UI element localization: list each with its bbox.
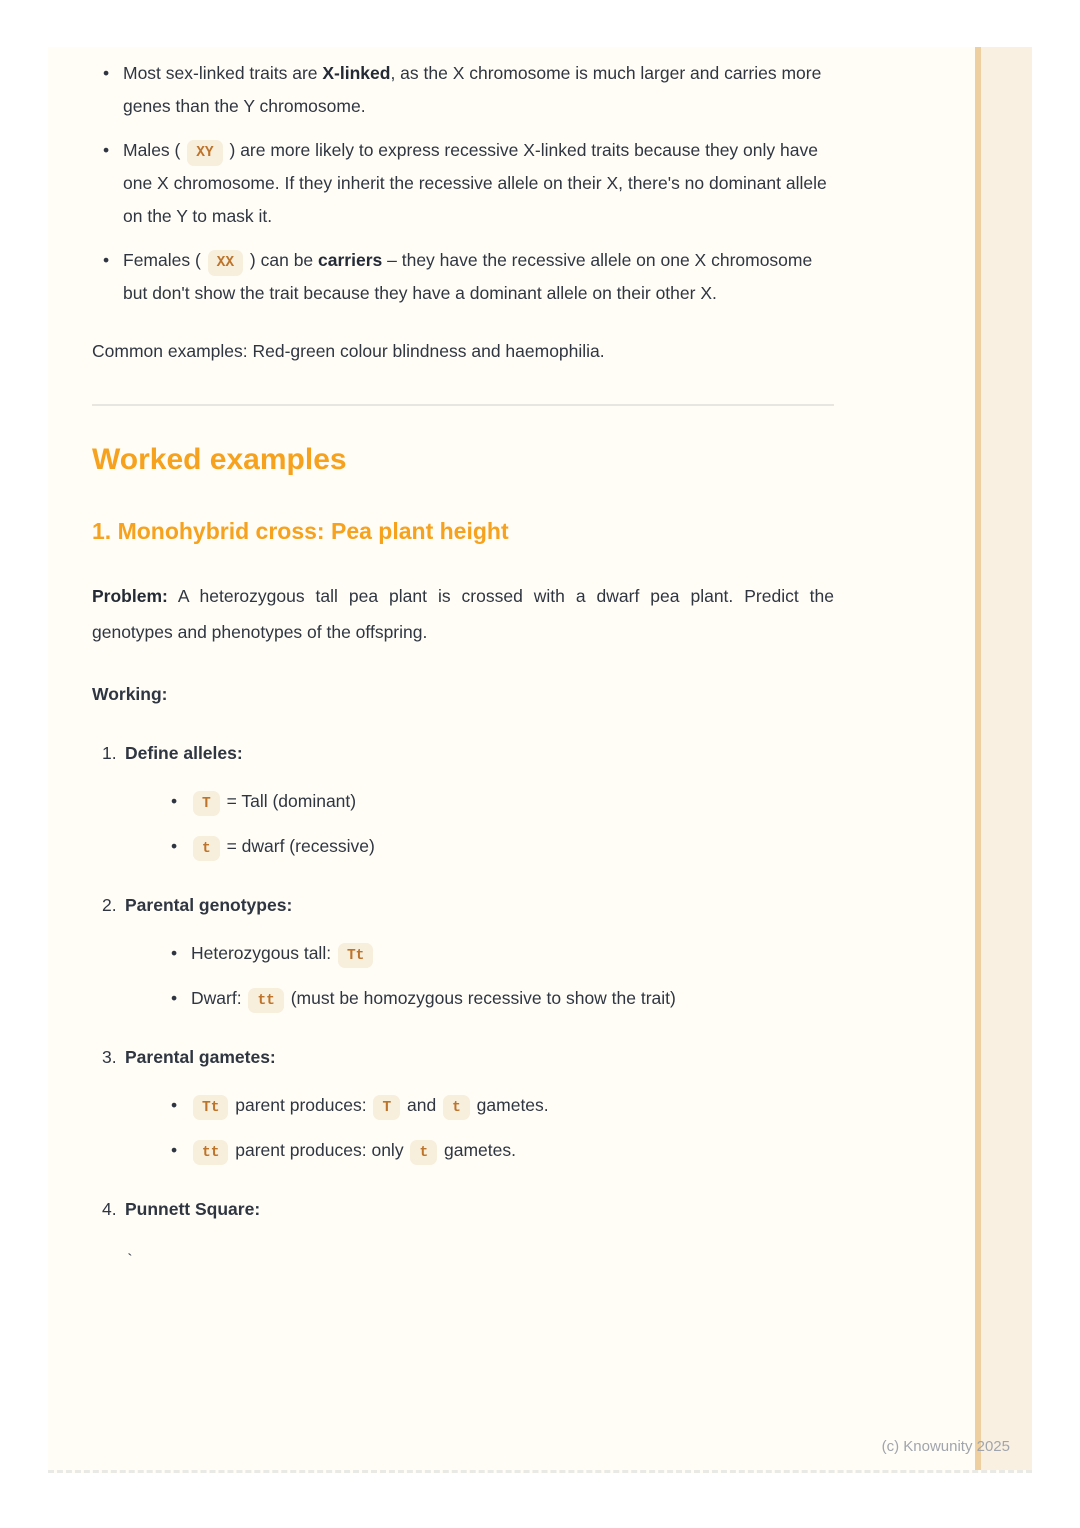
stray-backtick: `	[125, 1251, 135, 1270]
step-sub-list	[125, 937, 834, 1015]
list-item: • Females ( XX ) can be carriers – they have the recessive allele on one X chromosome but don't show the trait because they have a dominant allele on their other X.	[92, 244, 834, 310]
bold-text: Problem:	[92, 585, 168, 606]
allele-code-badge: tt	[248, 988, 283, 1014]
allele-code-badge: tt	[193, 1140, 228, 1166]
allele-code-badge: t	[443, 1095, 470, 1121]
bold-text: carriers	[318, 250, 383, 270]
allele-code-badge: Tt	[193, 1095, 228, 1121]
list-item: • t = dwarf (recessive)	[125, 830, 834, 863]
worked-examples-heading: Worked examples	[92, 443, 347, 476]
allele-code-badge: T	[373, 1095, 400, 1121]
copyright-text: (c) Knowunity 2025	[881, 1438, 1010, 1455]
step-number: 2.	[102, 894, 117, 915]
allele-code-badge: T	[193, 791, 220, 817]
working-steps-list	[92, 737, 834, 1226]
step-parental-gametes	[92, 1041, 834, 1167]
allele-code-badge: XX	[208, 250, 243, 276]
allele-code-badge: t	[410, 1140, 437, 1166]
common-examples-text: Common examples: Red-green colour blindness and haemophilia.	[92, 341, 605, 361]
step-punnett-square	[92, 1193, 834, 1226]
page-content	[92, 47, 834, 1270]
allele-code-badge: XY	[187, 140, 222, 166]
step-parental-genotypes	[92, 889, 834, 1015]
list-item: • tt parent produces: only t gametes.	[125, 1134, 834, 1167]
working-label: Working:	[92, 683, 168, 704]
list-item: • T = Tall (dominant)	[125, 785, 834, 818]
monohybrid-cross-subheading: 1. Monohybrid cross: Pea plant height	[92, 518, 509, 544]
list-item: • Most sex-linked traits are X-linked, as the X chromosome is much larger and carries more genes than the Y chromosome.	[92, 57, 834, 123]
step-number: 4.	[102, 1198, 117, 1219]
step-sub-list	[125, 785, 834, 863]
step-title: Define alleles:	[125, 742, 243, 763]
step-define-alleles	[92, 737, 834, 863]
allele-code-badge: Tt	[338, 943, 373, 969]
bold-text: X-linked	[322, 63, 391, 83]
step-sub-list	[125, 1089, 834, 1167]
allele-code-badge: t	[193, 836, 220, 862]
step-title: Punnett Square:	[125, 1198, 261, 1219]
step-number: 3.	[102, 1046, 117, 1067]
list-item: • Tt parent produces: T and t gametes.	[125, 1089, 834, 1122]
step-number: 1.	[102, 742, 117, 763]
list-item: • Heterozygous tall: Tt	[125, 937, 834, 970]
section-divider	[92, 404, 834, 406]
problem-statement: Problem: A heterozygous tall pea plant is crossed with a dwarf pea plant. Predict the genotypes and phenotypes of the offspring.	[92, 585, 834, 642]
notes-page-card	[48, 47, 1032, 1473]
page-edge-stripe	[975, 47, 1032, 1470]
intro-bullet-list	[92, 57, 834, 310]
step-title: Parental gametes:	[125, 1046, 276, 1067]
step-title: Parental genotypes:	[125, 894, 293, 915]
list-item: • Males ( XY ) are more likely to express recessive X-linked traits because they only have one X chromosome. If they inherit the recessive allele on their X, there's no dominant allele on the Y to mask it.	[92, 134, 834, 233]
list-item: • Dwarf: tt (must be homozygous recessive to show the trait)	[125, 982, 834, 1015]
